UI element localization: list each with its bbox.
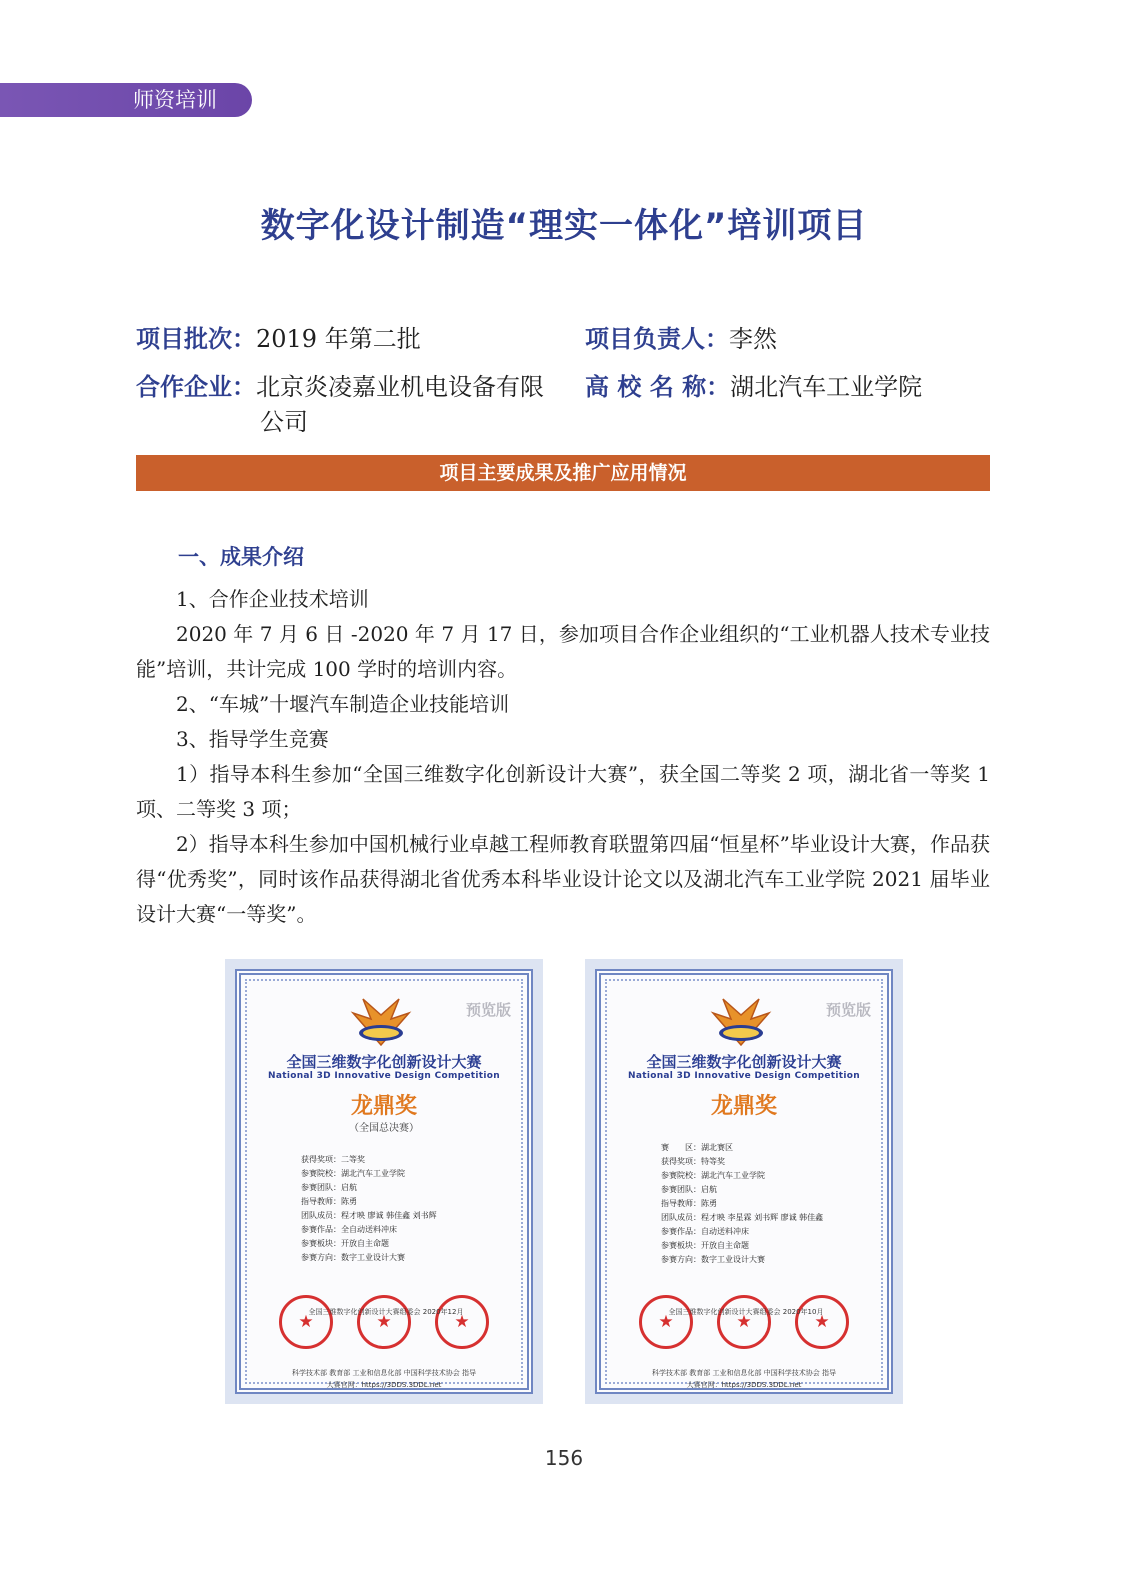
section-banner: 项目主要成果及推广应用情况 [136,455,990,491]
meta-company-line2: 公司 [260,408,308,436]
company-label: 合作企业： [136,373,256,401]
watermark-preview: 预览版 [825,1001,871,1019]
field-row: 参赛院校：湖北汽车工业学院 [301,1169,405,1178]
competition-logo-icon [341,993,421,1051]
batch-label: 项目批次： [136,325,256,353]
field-row: 参赛团队：启航 [661,1185,717,1194]
field-row: 参赛院校：湖北汽车工业学院 [661,1171,765,1180]
certificate-fields [301,1153,437,1265]
field-row: 团队成员：程才映 李星霖 刘书辉 廖诚 韩佳鑫 [661,1213,824,1222]
award-name: 龙鼎奖 [710,1094,777,1119]
field-row: 参赛团队：启航 [301,1183,357,1192]
certificate-title: 全国三维数字化创新设计大赛 [286,1053,482,1071]
paragraph: 3、指导学生竞赛 [176,727,329,751]
organizers: 科学技术部 教育部 工业和信息化部 中国科学技术协会 指导 [292,1369,476,1377]
award-name: 龙鼎奖 [350,1094,417,1119]
page-title: 数字化设计制造“理实一体化”培训项目 [260,206,868,246]
paragraph: 1）指导本科生参加“全国三维数字化创新设计大赛”，获全国二等奖 2 项，湖北省一等奖 1 项、二等奖 3 项； [136,762,990,821]
website: 大赛官网：https://3DDS.3DDL.net [686,1381,802,1389]
field-row: 参赛方向：数字工业设计大赛 [301,1253,405,1262]
field-row: 参赛方向：数字工业设计大赛 [661,1255,765,1264]
body-text [136,540,990,932]
leader-label: 项目负责人： [585,325,729,353]
meta-company [136,370,544,404]
red-seal-icon: ★ [639,1295,693,1349]
red-seal-icon: ★ [357,1295,411,1349]
field-row: 参赛板块：开放自主命题 [661,1241,749,1250]
field-row: 赛 区：湖北赛区 [661,1143,733,1152]
batch-value: 2019 年第二批 [256,325,421,353]
page-number: 156 [544,1446,584,1470]
seal-group [639,1295,849,1351]
seal-caption: 全国三维数字化创新设计大赛组委会 2020年12月 [308,1308,464,1316]
certificate-subtitle: National 3D Innovative Design Competition [268,1071,500,1081]
school-value: 湖北汽车工业学院 [730,373,923,401]
certificate-image [225,959,543,1404]
red-seal-icon: ★ [279,1295,333,1349]
field-row: 指导教师：陈勇 [661,1199,717,1208]
field-row: 参赛板块：开放自主命题 [301,1239,389,1248]
certificate-frame [235,969,533,1394]
organizers: 科学技术部 教育部 工业和信息化部 中国科学技术协会 指导 [652,1369,836,1377]
section-tab: 师资培训 [0,83,252,117]
section-heading: 一、成果介绍 [178,545,304,569]
certificate-title: 全国三维数字化创新设计大赛 [646,1053,842,1071]
field-row: 获得奖项：特等奖 [661,1157,725,1166]
certificate-frame [595,969,893,1394]
website: 大赛官网：https://3DDS.3DDL.net [326,1381,442,1389]
award-subtitle: （全国总决赛） [349,1123,419,1134]
company-value: 北京炎凌嘉业机电设备有限 [256,373,544,401]
paragraph: 2、“车城”十堰汽车制造企业技能培训 [176,692,510,716]
paragraph: 2020 年 7 月 6 日 -2020 年 7 月 17 日，参加项目合作企业组织的“工业机器人技术专业技能”培训，共计完成 100 学时的培训内容。 [136,622,990,681]
school-label: 高 校 名 称： [585,373,731,401]
competition-logo-icon [701,993,781,1051]
paragraph: 1、合作企业技术培训 [176,587,369,611]
watermark-preview: 预览版 [465,1001,511,1019]
red-seal-icon: ★ [795,1295,849,1349]
red-seal-icon: ★ [435,1295,489,1349]
field-row: 参赛作品：自动送料冲床 [661,1227,749,1236]
meta-leader [585,322,777,356]
certificate-subtitle: National 3D Innovative Design Competition [628,1071,860,1081]
certificate-image [585,959,903,1404]
field-row: 团队成员：程才映 廖诚 韩佳鑫 刘书辉 [301,1211,437,1220]
seal-caption: 全国三维数字化创新设计大赛组委会 2020年10月 [668,1308,824,1316]
meta-batch [136,322,421,356]
seal-group [279,1295,489,1351]
meta-school [585,370,922,404]
red-seal-icon: ★ [717,1295,771,1349]
paragraph: 2）指导本科生参加中国机械行业卓越工程师教育联盟第四届“恒星杯”毕业设计大赛，作品获得“优秀奖”，同时该作品获得湖北省优秀本科毕业设计论文以及湖北汽车工业学院 2021 届毕业设计大赛“一等奖”。 [136,832,990,926]
certificate-fields [661,1141,823,1267]
field-row: 参赛作品：全自动送料冲床 [301,1225,397,1234]
leader-value: 李然 [729,325,777,353]
field-row: 指导教师：陈勇 [301,1197,357,1206]
field-row: 获得奖项：二等奖 [301,1155,365,1164]
